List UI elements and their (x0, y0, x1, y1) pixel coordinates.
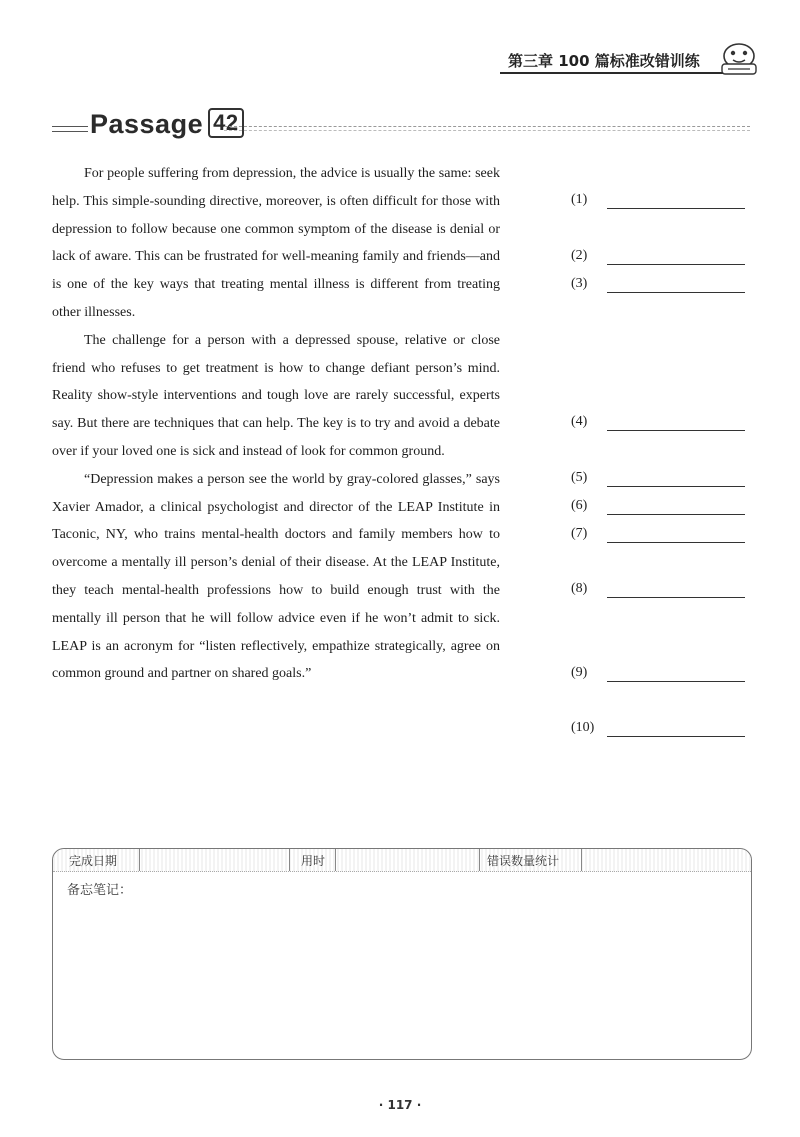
answer-number: (6) (571, 498, 588, 513)
answer-number: (5) (571, 470, 588, 485)
notes-box (52, 848, 752, 1060)
answer-blank-3[interactable] (571, 276, 746, 296)
completion-date-label: 完成日期 (69, 854, 118, 868)
answer-number: (1) (571, 192, 588, 207)
answer-number: (8) (571, 581, 588, 596)
answer-blank-9[interactable] (571, 665, 746, 685)
answer-number: (9) (571, 665, 588, 680)
answer-number: (3) (571, 276, 588, 291)
passage-label: Passage (90, 109, 204, 139)
answer-line (607, 514, 745, 515)
answer-line (607, 736, 745, 737)
answer-blank-7[interactable] (571, 526, 746, 546)
answer-line (607, 292, 745, 293)
chapter-title: 第三章 100 篇标准改错训练 (508, 52, 700, 70)
answer-line (607, 542, 745, 543)
page-number: · 117 · (378, 1098, 422, 1112)
passage-title (90, 106, 244, 142)
header-rule (500, 72, 755, 74)
paragraph-3: “Depression makes a person see the world by gray-colored glasses,” says Xavier Amador, a clinical psychologist and director of the LEAP Institute in Taconic, NY, who trains mental-health doctors and family members how to overcome a mentally ill person’s denial of their disease. At the LEAP Institute, they teach mental-health professions how to build enough trust with the mentally ill person that he will follow advice even if he won’t admit to sick. LEAP is an acronym for “listen reflectively, empathize strategically, agree on common ground and partner on shared goals.” (52, 471, 500, 682)
answer-line (607, 681, 745, 682)
passage-number: 42 (208, 108, 243, 138)
error-count-label: 错误数量统计 (487, 854, 560, 868)
answer-number: (7) (571, 526, 588, 541)
answer-line (607, 486, 745, 487)
answer-blank-6[interactable] (571, 498, 746, 518)
paragraph-2: The challenge for a person with a depressed spouse, relative or close friend who refuses to get treatment is how to change defiant person’s mind. Reality show-style interventions and tough love are rarely successful, experts say. But there are techniques that can help. The key is to try and avoid a debate over if your loved one is sick and instead of look for common ground. (52, 332, 500, 459)
answer-blank-2[interactable] (571, 248, 746, 268)
answer-line (607, 430, 745, 431)
mascot-logo-icon (718, 40, 760, 76)
divider (289, 849, 290, 871)
answer-line (607, 597, 745, 598)
answer-blank-5[interactable] (571, 470, 746, 490)
divider (479, 849, 480, 871)
answer-number: (10) (571, 720, 595, 735)
answer-number: (2) (571, 248, 588, 263)
banner-left-rule (52, 126, 88, 132)
answer-blank-1[interactable] (571, 192, 746, 212)
answer-blank-10[interactable] (571, 720, 746, 740)
divider (335, 849, 336, 871)
answer-blank-4[interactable] (571, 414, 746, 434)
passage-body (52, 160, 500, 688)
answer-line (607, 264, 745, 265)
memo-label: 备忘笔记： (67, 883, 133, 898)
paragraph-1: For people suffering from depression, the advice is usually the same: seek help. This simple-sounding directive, moreover, is often difficult for those with depression to follow because one common symptom of the disease is denial or lack of aware. This can be frustrated for well-meaning family and friends—and is one of the key ways that treating mental illness is different from treating other illnesses. (52, 166, 500, 320)
banner-right-rule (224, 126, 750, 131)
answer-number: (4) (571, 414, 588, 429)
time-used-label: 用时 (301, 854, 326, 868)
answer-line (607, 208, 745, 209)
divider (139, 849, 140, 871)
divider (581, 849, 582, 871)
answer-blank-8[interactable] (571, 581, 746, 601)
notes-header-row (53, 849, 751, 872)
